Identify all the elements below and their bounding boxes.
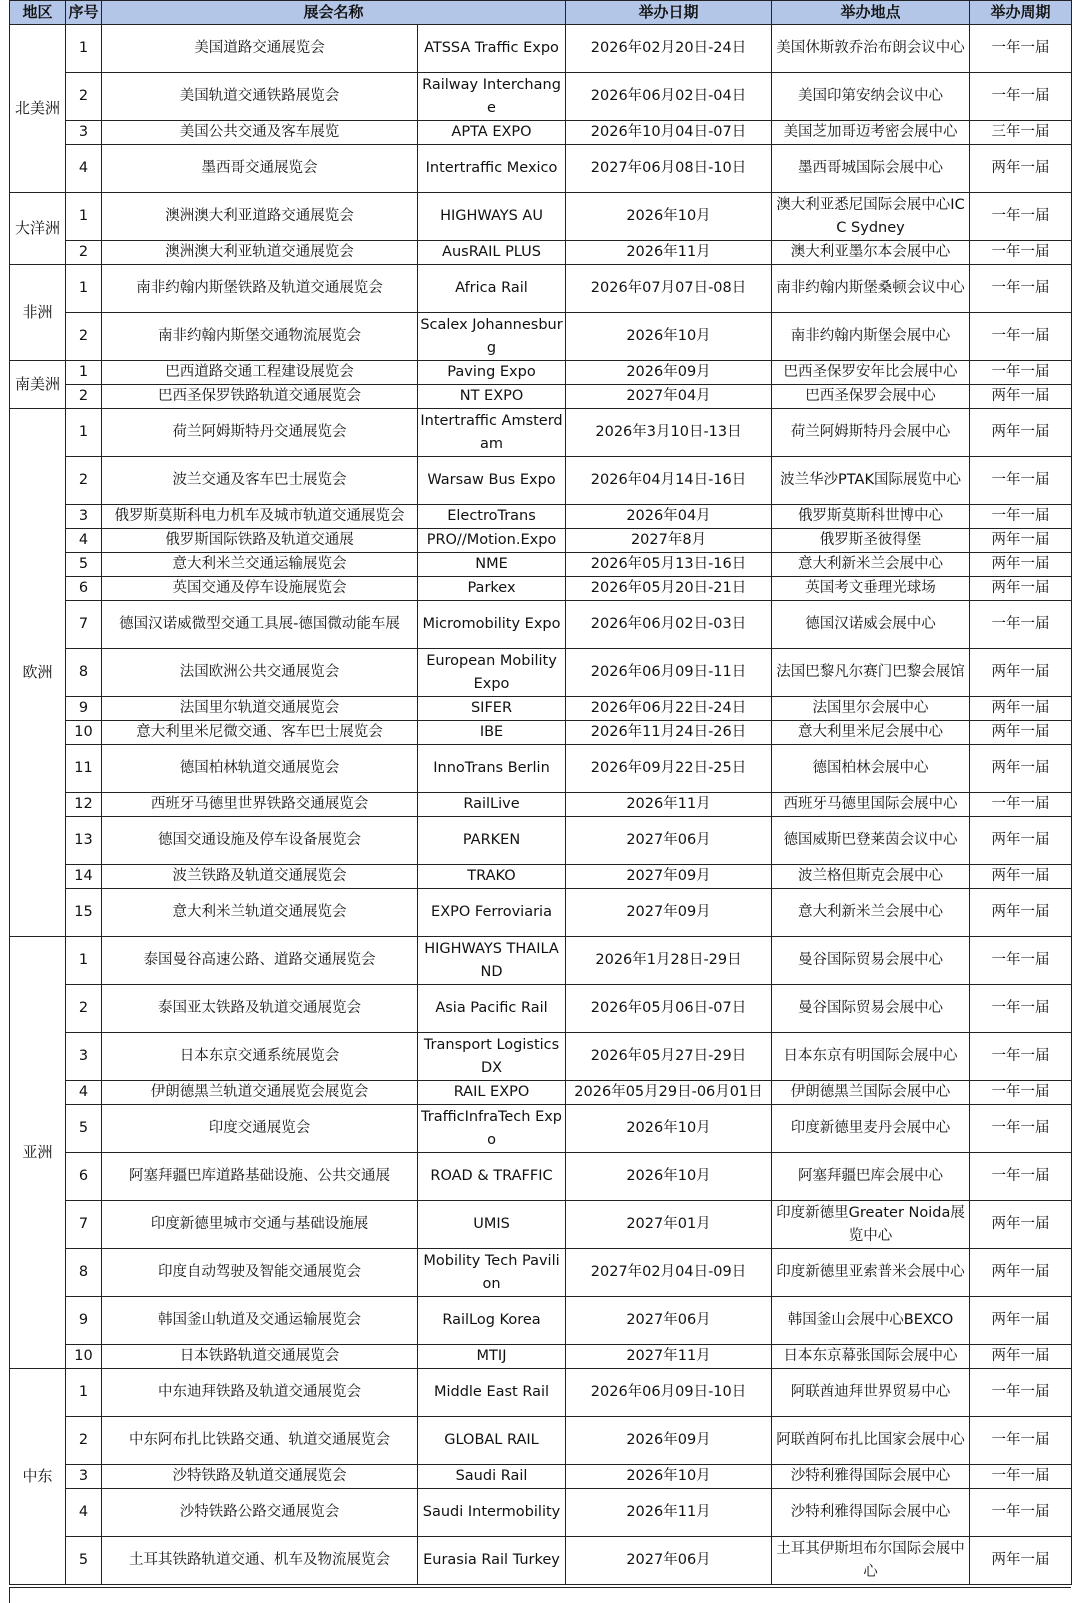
table-row bbox=[10, 649, 1072, 697]
number-cell: 10 bbox=[66, 1345, 102, 1369]
table-row bbox=[10, 313, 1072, 361]
venue-cell: 阿塞拜疆巴库会展中心 bbox=[772, 1153, 970, 1201]
venue-cell: 巴西圣保罗会展中心 bbox=[772, 385, 970, 409]
date-cell: 2026年11月24日-26日 bbox=[566, 721, 772, 745]
number-cell: 4 bbox=[66, 145, 102, 193]
exhibition-table bbox=[9, 0, 1072, 1585]
name-cn-cell: 印度交通展览会 bbox=[102, 1105, 418, 1153]
cycle-cell: 两年一届 bbox=[970, 697, 1072, 721]
region-cell: 亚洲 bbox=[10, 937, 66, 1369]
name-cn-cell: 中东迪拜铁路及轨道交通展览会 bbox=[102, 1369, 418, 1417]
name-en-cell: SIFER bbox=[418, 697, 566, 721]
number-cell: 5 bbox=[66, 1537, 102, 1585]
table-row bbox=[10, 817, 1072, 865]
header-exhibition-name: 展会名称 bbox=[102, 1, 566, 25]
number-cell: 9 bbox=[66, 697, 102, 721]
venue-cell: 澳大利亚悉尼国际会展中心ICC Sydney bbox=[772, 193, 970, 241]
number-cell: 1 bbox=[66, 193, 102, 241]
number-cell: 2 bbox=[66, 241, 102, 265]
cycle-cell: 两年一届 bbox=[970, 145, 1072, 193]
date-cell: 2026年3月10日-13日 bbox=[566, 409, 772, 457]
table-row bbox=[10, 193, 1072, 241]
region-cell: 中东 bbox=[10, 1369, 66, 1585]
name-cn-cell: 南非约翰内斯堡铁路及轨道交通展览会 bbox=[102, 265, 418, 313]
name-cn-cell: 荷兰阿姆斯特丹交通展览会 bbox=[102, 409, 418, 457]
table-row bbox=[10, 1417, 1072, 1465]
table-row bbox=[10, 361, 1072, 385]
name-en-cell: RailLog Korea bbox=[418, 1297, 566, 1345]
name-cn-cell: 美国公共交通及客车展览 bbox=[102, 121, 418, 145]
date-cell: 2026年06月02日-03日 bbox=[566, 601, 772, 649]
table-row bbox=[10, 1249, 1072, 1297]
cycle-cell: 两年一届 bbox=[970, 409, 1072, 457]
number-cell: 15 bbox=[66, 889, 102, 937]
table-row bbox=[10, 457, 1072, 505]
date-cell: 2027年06月 bbox=[566, 1537, 772, 1585]
table-row bbox=[10, 1081, 1072, 1105]
date-cell: 2027年09月 bbox=[566, 865, 772, 889]
name-cn-cell: 沙特铁路公路交通展览会 bbox=[102, 1489, 418, 1537]
name-en-cell: PRO//Motion.Expo bbox=[418, 529, 566, 553]
cycle-cell: 一年一届 bbox=[970, 1417, 1072, 1465]
name-cn-cell: 德国柏林轨道交通展览会 bbox=[102, 745, 418, 793]
venue-cell: 沙特利雅得国际会展中心 bbox=[772, 1465, 970, 1489]
name-cn-cell: 意大利里米尼微交通、客车巴士展览会 bbox=[102, 721, 418, 745]
table-row bbox=[10, 145, 1072, 193]
table-row bbox=[10, 241, 1072, 265]
name-en-cell: PARKEN bbox=[418, 817, 566, 865]
name-cn-cell: 阿塞拜疆巴库道路基础设施、公共交通展 bbox=[102, 1153, 418, 1201]
cycle-cell: 一年一届 bbox=[970, 793, 1072, 817]
table-footer-row bbox=[9, 1587, 1071, 1603]
date-cell: 2027年04月 bbox=[566, 385, 772, 409]
number-cell: 1 bbox=[66, 361, 102, 385]
name-cn-cell: 波兰交通及客车巴士展览会 bbox=[102, 457, 418, 505]
name-en-cell: Transport Logistics DX bbox=[418, 1033, 566, 1081]
header-date: 举办日期 bbox=[566, 1, 772, 25]
date-cell: 2027年06月08日-10日 bbox=[566, 145, 772, 193]
name-cn-cell: 印度新德里城市交通与基础设施展 bbox=[102, 1201, 418, 1249]
table-row bbox=[10, 889, 1072, 937]
date-cell: 2026年06月09日-11日 bbox=[566, 649, 772, 697]
cycle-cell: 两年一届 bbox=[970, 385, 1072, 409]
number-cell: 3 bbox=[66, 1033, 102, 1081]
name-en-cell: HIGHWAYS THAILAND bbox=[418, 937, 566, 985]
name-en-cell: NME bbox=[418, 553, 566, 577]
name-cn-cell: 法国欧洲公共交通展览会 bbox=[102, 649, 418, 697]
venue-cell: 巴西圣保罗安年比会展中心 bbox=[772, 361, 970, 385]
cycle-cell: 两年一届 bbox=[970, 1297, 1072, 1345]
venue-cell: 曼谷国际贸易会展中心 bbox=[772, 937, 970, 985]
venue-cell: 荷兰阿姆斯特丹会展中心 bbox=[772, 409, 970, 457]
table-body bbox=[10, 25, 1072, 1585]
venue-cell: 阿联酋迪拜世界贸易中心 bbox=[772, 1369, 970, 1417]
number-cell: 8 bbox=[66, 1249, 102, 1297]
date-cell: 2027年06月 bbox=[566, 1297, 772, 1345]
date-cell: 2026年05月13日-16日 bbox=[566, 553, 772, 577]
number-cell: 12 bbox=[66, 793, 102, 817]
name-en-cell: Parkex bbox=[418, 577, 566, 601]
number-cell: 2 bbox=[66, 1417, 102, 1465]
cycle-cell: 一年一届 bbox=[970, 985, 1072, 1033]
cycle-cell: 两年一届 bbox=[970, 529, 1072, 553]
name-en-cell: Paving Expo bbox=[418, 361, 566, 385]
cycle-cell: 三年一届 bbox=[970, 121, 1072, 145]
venue-cell: 沙特利雅得国际会展中心 bbox=[772, 1489, 970, 1537]
name-cn-cell: 土耳其铁路轨道交通、机车及物流展览会 bbox=[102, 1537, 418, 1585]
table-row bbox=[10, 721, 1072, 745]
number-cell: 1 bbox=[66, 1369, 102, 1417]
venue-cell: 印度新德里Greater Noida展览中心 bbox=[772, 1201, 970, 1249]
cycle-cell: 一年一届 bbox=[970, 313, 1072, 361]
region-cell: 非洲 bbox=[10, 265, 66, 361]
table-row bbox=[10, 1105, 1072, 1153]
cycle-cell: 两年一届 bbox=[970, 553, 1072, 577]
cycle-cell: 一年一届 bbox=[970, 73, 1072, 121]
number-cell: 6 bbox=[66, 1153, 102, 1201]
table-row bbox=[10, 577, 1072, 601]
name-en-cell: Intertraffic Mexico bbox=[418, 145, 566, 193]
date-cell: 2026年07月07日-08日 bbox=[566, 265, 772, 313]
number-cell: 1 bbox=[66, 409, 102, 457]
date-cell: 2026年06月22日-24日 bbox=[566, 697, 772, 721]
name-cn-cell: 俄罗斯国际铁路及轨道交通展 bbox=[102, 529, 418, 553]
name-cn-cell: 法国里尔轨道交通展览会 bbox=[102, 697, 418, 721]
name-en-cell: GLOBAL RAIL bbox=[418, 1417, 566, 1465]
table-row bbox=[10, 793, 1072, 817]
name-cn-cell: 英国交通及停车设施展览会 bbox=[102, 577, 418, 601]
cycle-cell: 一年一届 bbox=[970, 361, 1072, 385]
date-cell: 2026年11月 bbox=[566, 1489, 772, 1537]
name-cn-cell: 泰国曼谷高速公路、道路交通展览会 bbox=[102, 937, 418, 985]
header-number: 序号 bbox=[66, 1, 102, 25]
name-cn-cell: 澳洲澳大利亚轨道交通展览会 bbox=[102, 241, 418, 265]
venue-cell: 美国休斯敦乔治布朗会议中心 bbox=[772, 25, 970, 73]
venue-cell: 曼谷国际贸易会展中心 bbox=[772, 985, 970, 1033]
venue-cell: 意大利新米兰会展中心 bbox=[772, 889, 970, 937]
number-cell: 2 bbox=[66, 313, 102, 361]
venue-cell: 法国巴黎凡尔赛门巴黎会展馆 bbox=[772, 649, 970, 697]
date-cell: 2026年06月02日-04日 bbox=[566, 73, 772, 121]
name-cn-cell: 中东阿布扎比铁路交通、轨道交通展览会 bbox=[102, 1417, 418, 1465]
cycle-cell: 一年一届 bbox=[970, 1153, 1072, 1201]
date-cell: 2027年11月 bbox=[566, 1345, 772, 1369]
cycle-cell: 两年一届 bbox=[970, 1201, 1072, 1249]
cycle-cell: 一年一届 bbox=[970, 1033, 1072, 1081]
name-en-cell: Mobility Tech Pavilion bbox=[418, 1249, 566, 1297]
date-cell: 2026年04月 bbox=[566, 505, 772, 529]
cycle-cell: 两年一届 bbox=[970, 1345, 1072, 1369]
date-cell: 2026年09月22日-25日 bbox=[566, 745, 772, 793]
date-cell: 2026年06月09日-10日 bbox=[566, 1369, 772, 1417]
table-row bbox=[10, 937, 1072, 985]
name-en-cell: European Mobility Expo bbox=[418, 649, 566, 697]
cycle-cell: 一年一届 bbox=[970, 241, 1072, 265]
venue-cell: 印度新德里亚索普米会展中心 bbox=[772, 1249, 970, 1297]
header-region: 地区 bbox=[10, 1, 66, 25]
name-cn-cell: 巴西道路交通工程建设展览会 bbox=[102, 361, 418, 385]
name-cn-cell: 墨西哥交通展览会 bbox=[102, 145, 418, 193]
name-cn-cell: 俄罗斯莫斯科电力机车及城市轨道交通展览会 bbox=[102, 505, 418, 529]
cycle-cell: 两年一届 bbox=[970, 865, 1072, 889]
cycle-cell: 两年一届 bbox=[970, 649, 1072, 697]
table-row bbox=[10, 409, 1072, 457]
date-cell: 2026年11月 bbox=[566, 241, 772, 265]
venue-cell: 韩国釜山会展中心BEXCO bbox=[772, 1297, 970, 1345]
region-cell: 欧洲 bbox=[10, 409, 66, 937]
table-row bbox=[10, 1489, 1072, 1537]
number-cell: 4 bbox=[66, 1081, 102, 1105]
number-cell: 2 bbox=[66, 73, 102, 121]
name-cn-cell: 意大利米兰轨道交通展览会 bbox=[102, 889, 418, 937]
venue-cell: 西班牙马德里国际会展中心 bbox=[772, 793, 970, 817]
number-cell: 7 bbox=[66, 1201, 102, 1249]
number-cell: 10 bbox=[66, 721, 102, 745]
name-cn-cell: 日本铁路轨道交通展览会 bbox=[102, 1345, 418, 1369]
table-row bbox=[10, 1369, 1072, 1417]
cycle-cell: 一年一届 bbox=[970, 1465, 1072, 1489]
date-cell: 2026年10月 bbox=[566, 1465, 772, 1489]
name-cn-cell: 德国汉诺威微型交通工具展-德国微动能车展 bbox=[102, 601, 418, 649]
number-cell: 4 bbox=[66, 529, 102, 553]
table-row bbox=[10, 1153, 1072, 1201]
venue-cell: 南非约翰内斯堡会展中心 bbox=[772, 313, 970, 361]
number-cell: 3 bbox=[66, 1465, 102, 1489]
name-cn-cell: 泰国亚太铁路及轨道交通展览会 bbox=[102, 985, 418, 1033]
cycle-cell: 一年一届 bbox=[970, 505, 1072, 529]
cycle-cell: 一年一届 bbox=[970, 937, 1072, 985]
cycle-cell: 一年一届 bbox=[970, 601, 1072, 649]
venue-cell: 南非约翰内斯堡桑顿会议中心 bbox=[772, 265, 970, 313]
cycle-cell: 一年一届 bbox=[970, 1489, 1072, 1537]
table-row bbox=[10, 1297, 1072, 1345]
cycle-cell: 两年一届 bbox=[970, 817, 1072, 865]
name-en-cell: UMIS bbox=[418, 1201, 566, 1249]
number-cell: 6 bbox=[66, 577, 102, 601]
name-cn-cell: 日本东京交通系统展览会 bbox=[102, 1033, 418, 1081]
name-en-cell: Saudi Intermobility bbox=[418, 1489, 566, 1537]
date-cell: 2026年10月04日-07日 bbox=[566, 121, 772, 145]
venue-cell: 日本东京有明国际会展中心 bbox=[772, 1033, 970, 1081]
table-row bbox=[10, 121, 1072, 145]
table-row bbox=[10, 385, 1072, 409]
number-cell: 3 bbox=[66, 505, 102, 529]
number-cell: 1 bbox=[66, 937, 102, 985]
cycle-cell: 一年一届 bbox=[970, 457, 1072, 505]
table-row bbox=[10, 1201, 1072, 1249]
number-cell: 13 bbox=[66, 817, 102, 865]
table-row bbox=[10, 985, 1072, 1033]
venue-cell: 德国汉诺威会展中心 bbox=[772, 601, 970, 649]
table-row bbox=[10, 25, 1072, 73]
name-cn-cell: 南非约翰内斯堡交通物流展览会 bbox=[102, 313, 418, 361]
header-venue: 举办地点 bbox=[772, 1, 970, 25]
table-row bbox=[10, 265, 1072, 313]
date-cell: 2026年10月 bbox=[566, 193, 772, 241]
date-cell: 2027年01月 bbox=[566, 1201, 772, 1249]
venue-cell: 德国柏林会展中心 bbox=[772, 745, 970, 793]
venue-cell: 墨西哥城国际会展中心 bbox=[772, 145, 970, 193]
name-en-cell: MTIJ bbox=[418, 1345, 566, 1369]
name-en-cell: Scalex Johannesburg bbox=[418, 313, 566, 361]
cycle-cell: 一年一届 bbox=[970, 1369, 1072, 1417]
name-en-cell: Eurasia Rail Turkey bbox=[418, 1537, 566, 1585]
name-en-cell: HIGHWAYS AU bbox=[418, 193, 566, 241]
name-cn-cell: 印度自动驾驶及智能交通展览会 bbox=[102, 1249, 418, 1297]
name-en-cell: Middle East Rail bbox=[418, 1369, 566, 1417]
name-en-cell: ATSSA Traffic Expo bbox=[418, 25, 566, 73]
name-en-cell: EXPO Ferroviaria bbox=[418, 889, 566, 937]
table-row bbox=[10, 505, 1072, 529]
date-cell: 2026年05月06日-07日 bbox=[566, 985, 772, 1033]
cycle-cell: 两年一届 bbox=[970, 745, 1072, 793]
number-cell: 2 bbox=[66, 985, 102, 1033]
header-row bbox=[10, 1, 1072, 25]
venue-cell: 美国芝加哥迈考密会展中心 bbox=[772, 121, 970, 145]
name-cn-cell: 美国道路交通展览会 bbox=[102, 25, 418, 73]
name-en-cell: RAIL EXPO bbox=[418, 1081, 566, 1105]
name-en-cell: TRAKO bbox=[418, 865, 566, 889]
name-en-cell: TrafficInfraTech Expo bbox=[418, 1105, 566, 1153]
cycle-cell: 一年一届 bbox=[970, 265, 1072, 313]
table-row bbox=[10, 1537, 1072, 1585]
date-cell: 2026年09月 bbox=[566, 361, 772, 385]
name-cn-cell: 伊朗德黑兰轨道交通展览会展览会 bbox=[102, 1081, 418, 1105]
number-cell: 4 bbox=[66, 1489, 102, 1537]
name-en-cell: IBE bbox=[418, 721, 566, 745]
cycle-cell: 两年一届 bbox=[970, 889, 1072, 937]
venue-cell: 印度新德里麦丹会展中心 bbox=[772, 1105, 970, 1153]
date-cell: 2026年05月27日-29日 bbox=[566, 1033, 772, 1081]
venue-cell: 日本东京幕张国际会展中心 bbox=[772, 1345, 970, 1369]
header-cycle: 举办周期 bbox=[970, 1, 1072, 25]
number-cell: 1 bbox=[66, 25, 102, 73]
venue-cell: 英国考文垂理光球场 bbox=[772, 577, 970, 601]
table-row bbox=[10, 1345, 1072, 1369]
date-cell: 2026年10月 bbox=[566, 1105, 772, 1153]
name-cn-cell: 沙特铁路及轨道交通展览会 bbox=[102, 1465, 418, 1489]
date-cell: 2027年06月 bbox=[566, 817, 772, 865]
name-en-cell: Warsaw Bus Expo bbox=[418, 457, 566, 505]
exhibition-schedule bbox=[9, 0, 1071, 1585]
date-cell: 2026年10月 bbox=[566, 1153, 772, 1201]
name-cn-cell: 澳洲澳大利亚道路交通展览会 bbox=[102, 193, 418, 241]
cycle-cell: 一年一届 bbox=[970, 25, 1072, 73]
cycle-cell: 两年一届 bbox=[970, 1249, 1072, 1297]
name-en-cell: Railway Interchange bbox=[418, 73, 566, 121]
region-cell: 南美洲 bbox=[10, 361, 66, 409]
table-row bbox=[10, 1465, 1072, 1489]
date-cell: 2026年04月14日-16日 bbox=[566, 457, 772, 505]
name-en-cell: AusRAIL PLUS bbox=[418, 241, 566, 265]
table-row bbox=[10, 1033, 1072, 1081]
number-cell: 2 bbox=[66, 385, 102, 409]
venue-cell: 俄罗斯莫斯科世博中心 bbox=[772, 505, 970, 529]
venue-cell: 意大利新米兰会展中心 bbox=[772, 553, 970, 577]
cycle-cell: 一年一届 bbox=[970, 193, 1072, 241]
name-cn-cell: 西班牙马德里世界铁路交通展览会 bbox=[102, 793, 418, 817]
table-row bbox=[10, 697, 1072, 721]
name-en-cell: NT EXPO bbox=[418, 385, 566, 409]
cycle-cell: 两年一届 bbox=[970, 1537, 1072, 1585]
date-cell: 2026年09月 bbox=[566, 1417, 772, 1465]
name-en-cell: Africa Rail bbox=[418, 265, 566, 313]
table-row bbox=[10, 745, 1072, 793]
date-cell: 2026年05月20日-21日 bbox=[566, 577, 772, 601]
venue-cell: 波兰格但斯克会展中心 bbox=[772, 865, 970, 889]
name-en-cell: ElectroTrans bbox=[418, 505, 566, 529]
number-cell: 9 bbox=[66, 1297, 102, 1345]
number-cell: 7 bbox=[66, 601, 102, 649]
name-en-cell: Intertraffic Amsterdam bbox=[418, 409, 566, 457]
venue-cell: 德国威斯巴登莱茵会议中心 bbox=[772, 817, 970, 865]
table-row bbox=[10, 73, 1072, 121]
date-cell: 2026年02月20日-24日 bbox=[566, 25, 772, 73]
venue-cell: 伊朗德黑兰国际会展中心 bbox=[772, 1081, 970, 1105]
venue-cell: 俄罗斯圣彼得堡 bbox=[772, 529, 970, 553]
venue-cell: 阿联酋阿布扎比国家会展中心 bbox=[772, 1417, 970, 1465]
number-cell: 3 bbox=[66, 121, 102, 145]
name-en-cell: RailLive bbox=[418, 793, 566, 817]
date-cell: 2026年11月 bbox=[566, 793, 772, 817]
region-cell: 北美洲 bbox=[10, 25, 66, 193]
date-cell: 2027年8月 bbox=[566, 529, 772, 553]
date-cell: 2026年1月28日-29日 bbox=[566, 937, 772, 985]
date-cell: 2027年09月 bbox=[566, 889, 772, 937]
number-cell: 2 bbox=[66, 457, 102, 505]
venue-cell: 美国印第安纳会议中心 bbox=[772, 73, 970, 121]
number-cell: 14 bbox=[66, 865, 102, 889]
number-cell: 1 bbox=[66, 265, 102, 313]
cycle-cell: 一年一届 bbox=[970, 1105, 1072, 1153]
cycle-cell: 一年一届 bbox=[970, 1081, 1072, 1105]
venue-cell: 澳大利亚墨尔本会展中心 bbox=[772, 241, 970, 265]
name-en-cell: InnoTrans Berlin bbox=[418, 745, 566, 793]
name-en-cell: APTA EXPO bbox=[418, 121, 566, 145]
venue-cell: 意大利里米尼会展中心 bbox=[772, 721, 970, 745]
date-cell: 2026年10月 bbox=[566, 313, 772, 361]
cycle-cell: 两年一届 bbox=[970, 577, 1072, 601]
cycle-cell: 两年一届 bbox=[970, 721, 1072, 745]
table-row bbox=[10, 529, 1072, 553]
region-cell: 大洋洲 bbox=[10, 193, 66, 265]
date-cell: 2027年02月04日-09日 bbox=[566, 1249, 772, 1297]
name-en-cell: Asia Pacific Rail bbox=[418, 985, 566, 1033]
table-row bbox=[10, 865, 1072, 889]
name-cn-cell: 韩国釜山轨道及交通运输展览会 bbox=[102, 1297, 418, 1345]
name-cn-cell: 德国交通设施及停车设备展览会 bbox=[102, 817, 418, 865]
number-cell: 5 bbox=[66, 1105, 102, 1153]
table-row bbox=[10, 601, 1072, 649]
venue-cell: 法国里尔会展中心 bbox=[772, 697, 970, 721]
name-en-cell: Micromobility Expo bbox=[418, 601, 566, 649]
number-cell: 11 bbox=[66, 745, 102, 793]
name-cn-cell: 波兰铁路及轨道交通展览会 bbox=[102, 865, 418, 889]
date-cell: 2026年05月29日-06月01日 bbox=[566, 1081, 772, 1105]
venue-cell: 波兰华沙PTAK国际展览中心 bbox=[772, 457, 970, 505]
name-cn-cell: 意大利米兰交通运输展览会 bbox=[102, 553, 418, 577]
name-cn-cell: 巴西圣保罗铁路轨道交通展览会 bbox=[102, 385, 418, 409]
name-cn-cell: 美国轨道交通铁路展览会 bbox=[102, 73, 418, 121]
venue-cell: 土耳其伊斯坦布尔国际会展中心 bbox=[772, 1537, 970, 1585]
name-en-cell: Saudi Rail bbox=[418, 1465, 566, 1489]
number-cell: 8 bbox=[66, 649, 102, 697]
number-cell: 5 bbox=[66, 553, 102, 577]
name-en-cell: ROAD & TRAFFIC bbox=[418, 1153, 566, 1201]
table-row bbox=[10, 553, 1072, 577]
